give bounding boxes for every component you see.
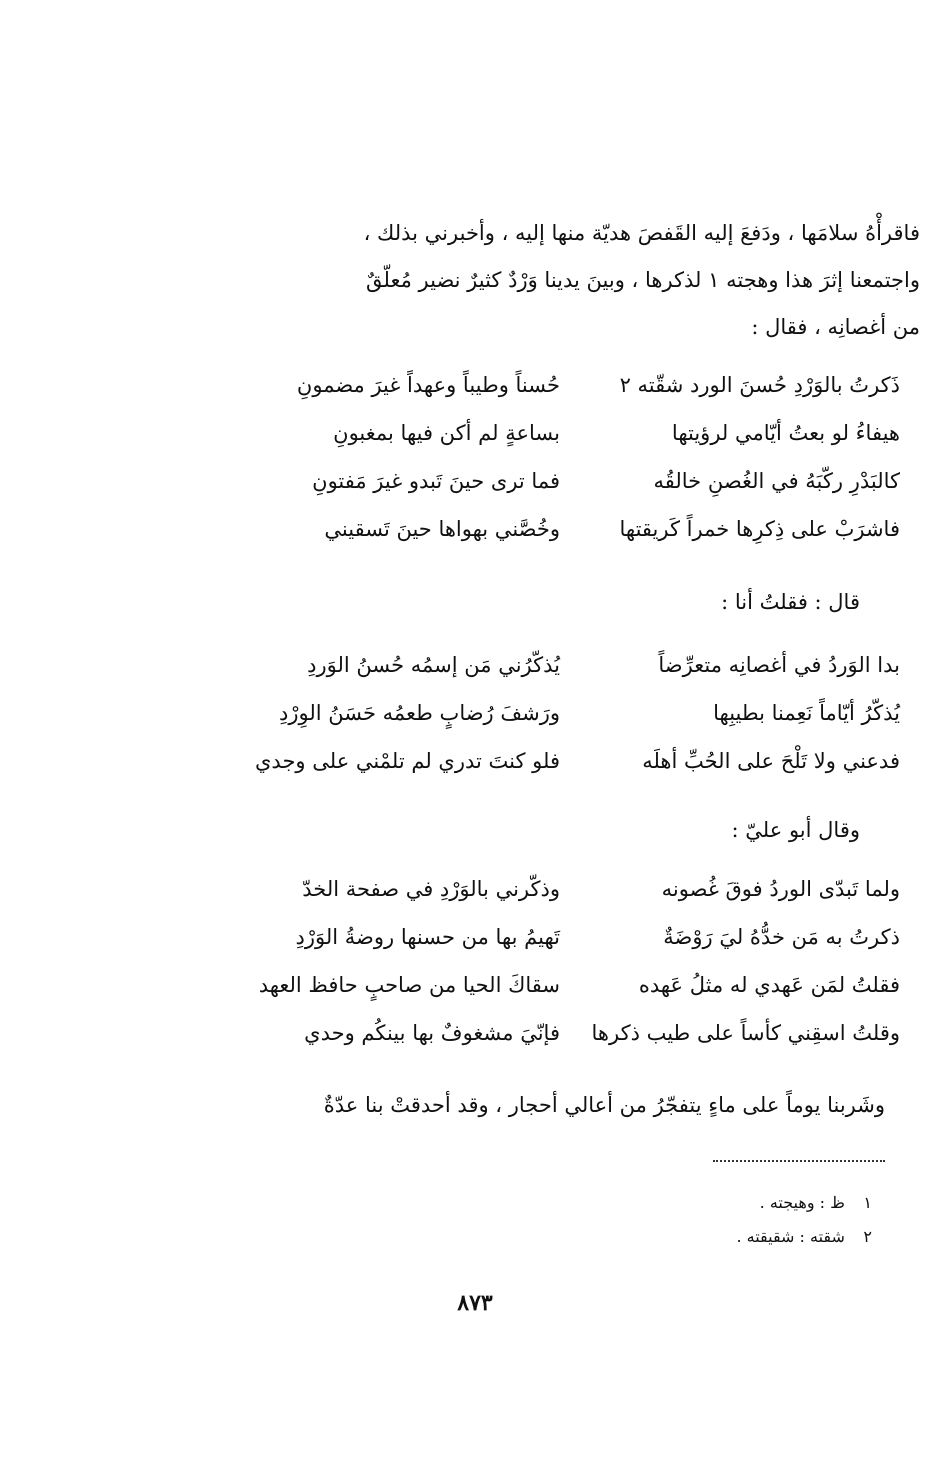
verse-first-hemistich: فدعني ولا تَلْحَ على الحُبِّ أهلَه xyxy=(642,749,900,773)
footnote-2 xyxy=(736,1222,872,1252)
closing-paragraph xyxy=(215,1082,885,1129)
verse-line xyxy=(230,458,900,504)
section-heading: قال : فقلتُ أنا : xyxy=(721,590,860,614)
verse-line xyxy=(230,506,900,552)
footnote-text: ظ : وهيجته . xyxy=(759,1193,845,1212)
intro-line: فاقرأْهُ سلامَها ، ودَفعَ إليه القَفصَ هديّة منها إليه ، وأخبرني بذلك ، xyxy=(363,221,920,245)
verse-second-hemistich: فما ترى حينَ تَبدو غيرَ مَفتونِ xyxy=(312,469,560,493)
verse-line xyxy=(230,362,900,408)
verse-first-hemistich: فاشرَبْ على ذِكرِها خمراً كَريقتها xyxy=(619,517,900,541)
verse-first-hemistich: يُذكّرُ أيّاماً نَعِمنا بطيبِها xyxy=(713,701,900,725)
verse-first-hemistich: هيفاءُ لو بعتُ أيّامي لرؤيتها xyxy=(671,421,900,445)
verse-second-hemistich: سقاكَ الحيا من صاحبٍ حافظ العهد xyxy=(258,973,560,997)
verse-line xyxy=(230,1010,900,1056)
verse-line xyxy=(230,410,900,456)
intro-paragraph xyxy=(235,210,920,351)
intro-line: من أغصانِه ، فقال : xyxy=(751,315,920,339)
verse-second-hemistich: حُسناً وطيباً وعهداً غيرَ مضمونِ xyxy=(296,373,560,397)
verse-second-hemistich: وخُصَّني بهواها حينَ تَسقيني xyxy=(324,517,560,541)
verse-first-hemistich: فقلتُ لمَن عَهدي له مثلُ عَهده xyxy=(638,973,900,997)
footnote-text: شقته : شقيقته . xyxy=(736,1227,845,1246)
closing-line: وشَربنا يوماً على ماءٍ يتفجّرُ من أعالي أحجار ، وقد أحدقتْ بنا عدّةٌ xyxy=(323,1093,885,1117)
intro-line: واجتمعنا إثرَ هذا وهجته ١ لذكرها ، وبينَ يدينا وَرْدٌ كثيرٌ نضير مُعلّقٌ xyxy=(366,268,920,292)
section-heading: وقال أبو عليّ : xyxy=(731,818,860,842)
verse-line xyxy=(230,738,900,784)
verse-second-hemistich: يُذكّرُني مَن إسمُه حُسنُ الوَردِ xyxy=(307,653,560,677)
footnote-divider xyxy=(713,1160,885,1162)
verse-second-hemistich: ورَشفَ رُضابٍ طعمُه حَسَنُ الوِرْدِ xyxy=(279,701,560,725)
verse-second-hemistich: وذكّرني بالوَرْدِ في صفحة الخدّ xyxy=(302,877,560,901)
verse-first-hemistich: ولما تَبدّى الوردُ فوقَ غُصونه xyxy=(661,877,900,901)
footnote-1 xyxy=(760,1188,872,1218)
footnote-number: ١ xyxy=(863,1193,872,1212)
verse-second-hemistich: بساعةٍ لم أكن فيها بمغبونِ xyxy=(333,421,560,445)
verse-second-hemistich: تَهيمُ بها من حسنها روضةُ الوَرْدِ xyxy=(295,925,560,949)
verse-line xyxy=(230,866,900,912)
verse-second-hemistich: فإنّيَ مشغوفٌ بها بينكُم وحدي xyxy=(304,1021,560,1045)
verse-line xyxy=(230,690,900,736)
verse-line xyxy=(230,914,900,960)
verse-first-hemistich: ذَكرتُ بالوَرْدِ حُسنَ الورد شقّته ٢ xyxy=(619,373,900,397)
verse-first-hemistich: ذكرتُ به مَن خدُّهُ ليَ رَوْضَةٌ xyxy=(663,925,900,949)
footnote-number: ٢ xyxy=(863,1227,872,1246)
verse-first-hemistich: بدا الوَردُ في أغصانِه متعرِّضاً xyxy=(658,653,900,677)
verse-first-hemistich: كالبَدْرِ ركّبَهُ في الغُصنِ خالقُه xyxy=(653,469,900,493)
verse-second-hemistich: فلو كنتَ تدري لم تلمْني على وجدي xyxy=(254,749,560,773)
page-number: ٨٧٣ xyxy=(457,1290,493,1316)
verse-line xyxy=(230,642,900,688)
verse-line xyxy=(230,962,900,1008)
verse-first-hemistich: وقلتُ اسقِني كأساً على طيب ذكرها xyxy=(591,1021,900,1045)
